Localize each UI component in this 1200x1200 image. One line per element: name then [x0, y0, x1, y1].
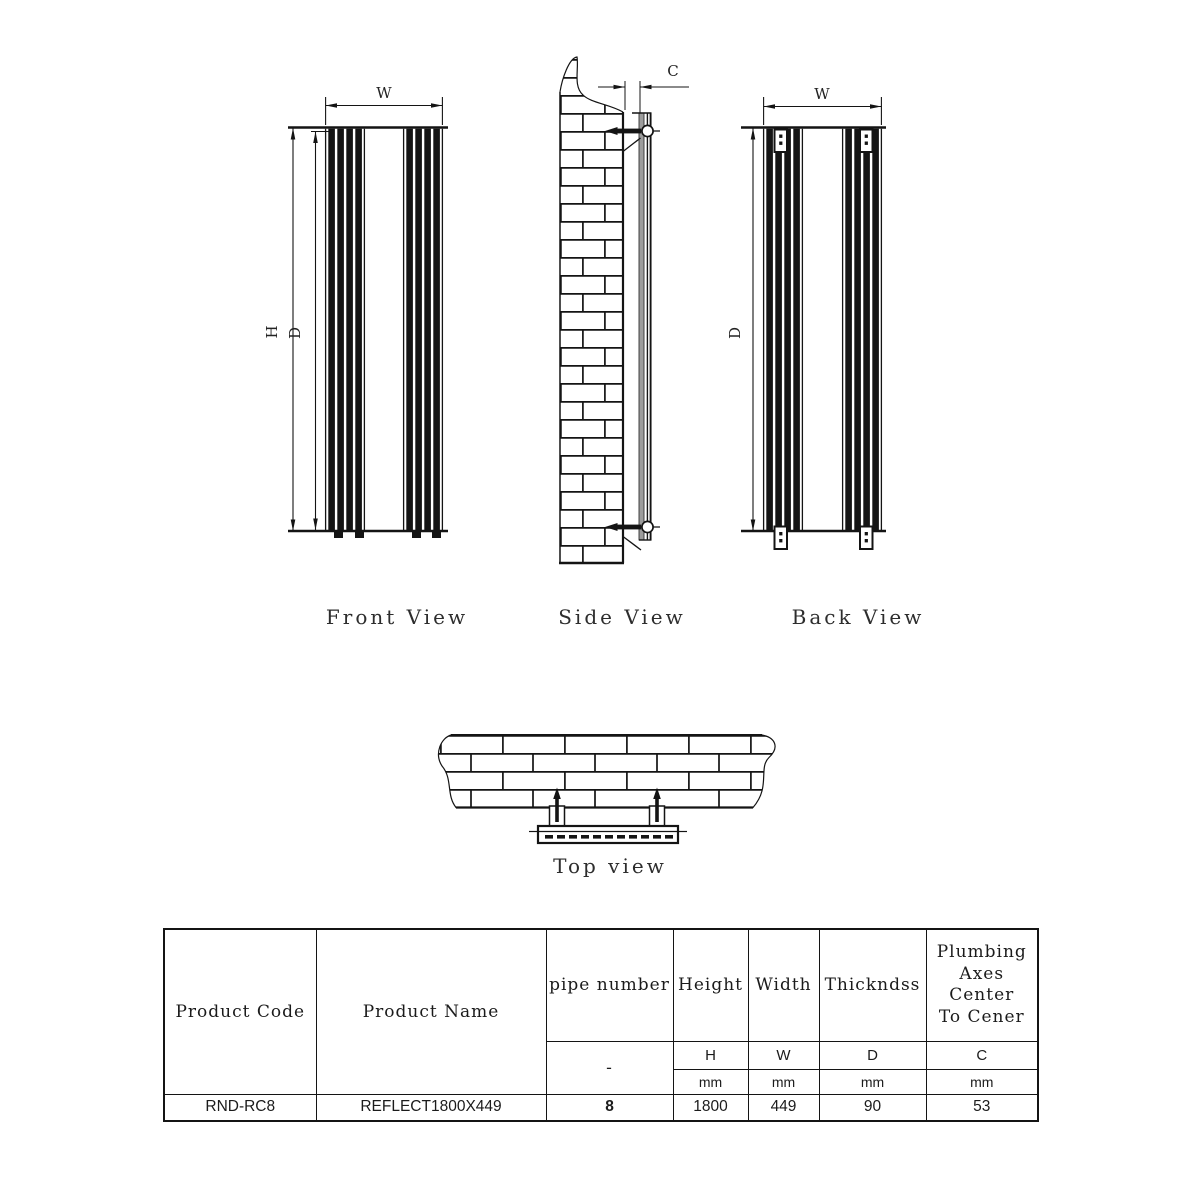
value-pipe-number: 8	[546, 1094, 673, 1121]
header-width: Width	[748, 929, 819, 1041]
back-width-label: W	[814, 85, 830, 103]
header-product-code: Product Code	[164, 929, 316, 1094]
header-plumbing	[926, 929, 1038, 1041]
symbol-height: H	[673, 1041, 748, 1069]
front-view-drawing	[263, 84, 468, 629]
symbol-thickness: D	[819, 1041, 926, 1069]
side-view-drawing	[558, 57, 689, 629]
unit-thickness: mm	[819, 1069, 926, 1094]
front-height-label: H	[263, 325, 281, 339]
value-height: 1800	[673, 1094, 748, 1121]
symbol-plumbing: C	[926, 1041, 1038, 1069]
value-plumbing: 53	[926, 1094, 1038, 1121]
side-gap-label: C	[667, 62, 679, 80]
top-view-caption: Top view	[553, 854, 667, 878]
back-view-caption: Back View	[791, 605, 925, 629]
header-product-name: Product Name	[316, 929, 546, 1094]
header-height: Height	[673, 929, 748, 1041]
back-view-drawing	[726, 85, 924, 629]
top-view-drawing	[439, 735, 776, 878]
pipe-dashes	[545, 835, 673, 839]
unit-plumbing: mm	[926, 1069, 1038, 1094]
value-thickness: 90	[819, 1094, 926, 1121]
front-view-caption: Front View	[325, 605, 469, 629]
front-width-label: W	[376, 84, 392, 102]
value-product-code: RND-RC8	[164, 1094, 316, 1121]
back-depth-label: D	[726, 326, 744, 340]
spec-table	[163, 928, 1039, 1122]
header-pipe-number: pipe number	[546, 929, 673, 1041]
unit-width: mm	[748, 1069, 819, 1094]
value-product-name: REFLECT1800X449	[316, 1094, 546, 1121]
value-width: 449	[748, 1094, 819, 1121]
unit-height: mm	[673, 1069, 748, 1094]
header-thickness: Thickndss	[819, 929, 926, 1041]
symbol-pipe: -	[546, 1041, 673, 1094]
front-depth-label: D	[286, 326, 304, 340]
header-plumbing-text: Plumbing Axes Center To Cener	[936, 941, 1027, 1027]
side-view-caption: Side View	[558, 605, 686, 629]
symbol-width: W	[748, 1041, 819, 1069]
